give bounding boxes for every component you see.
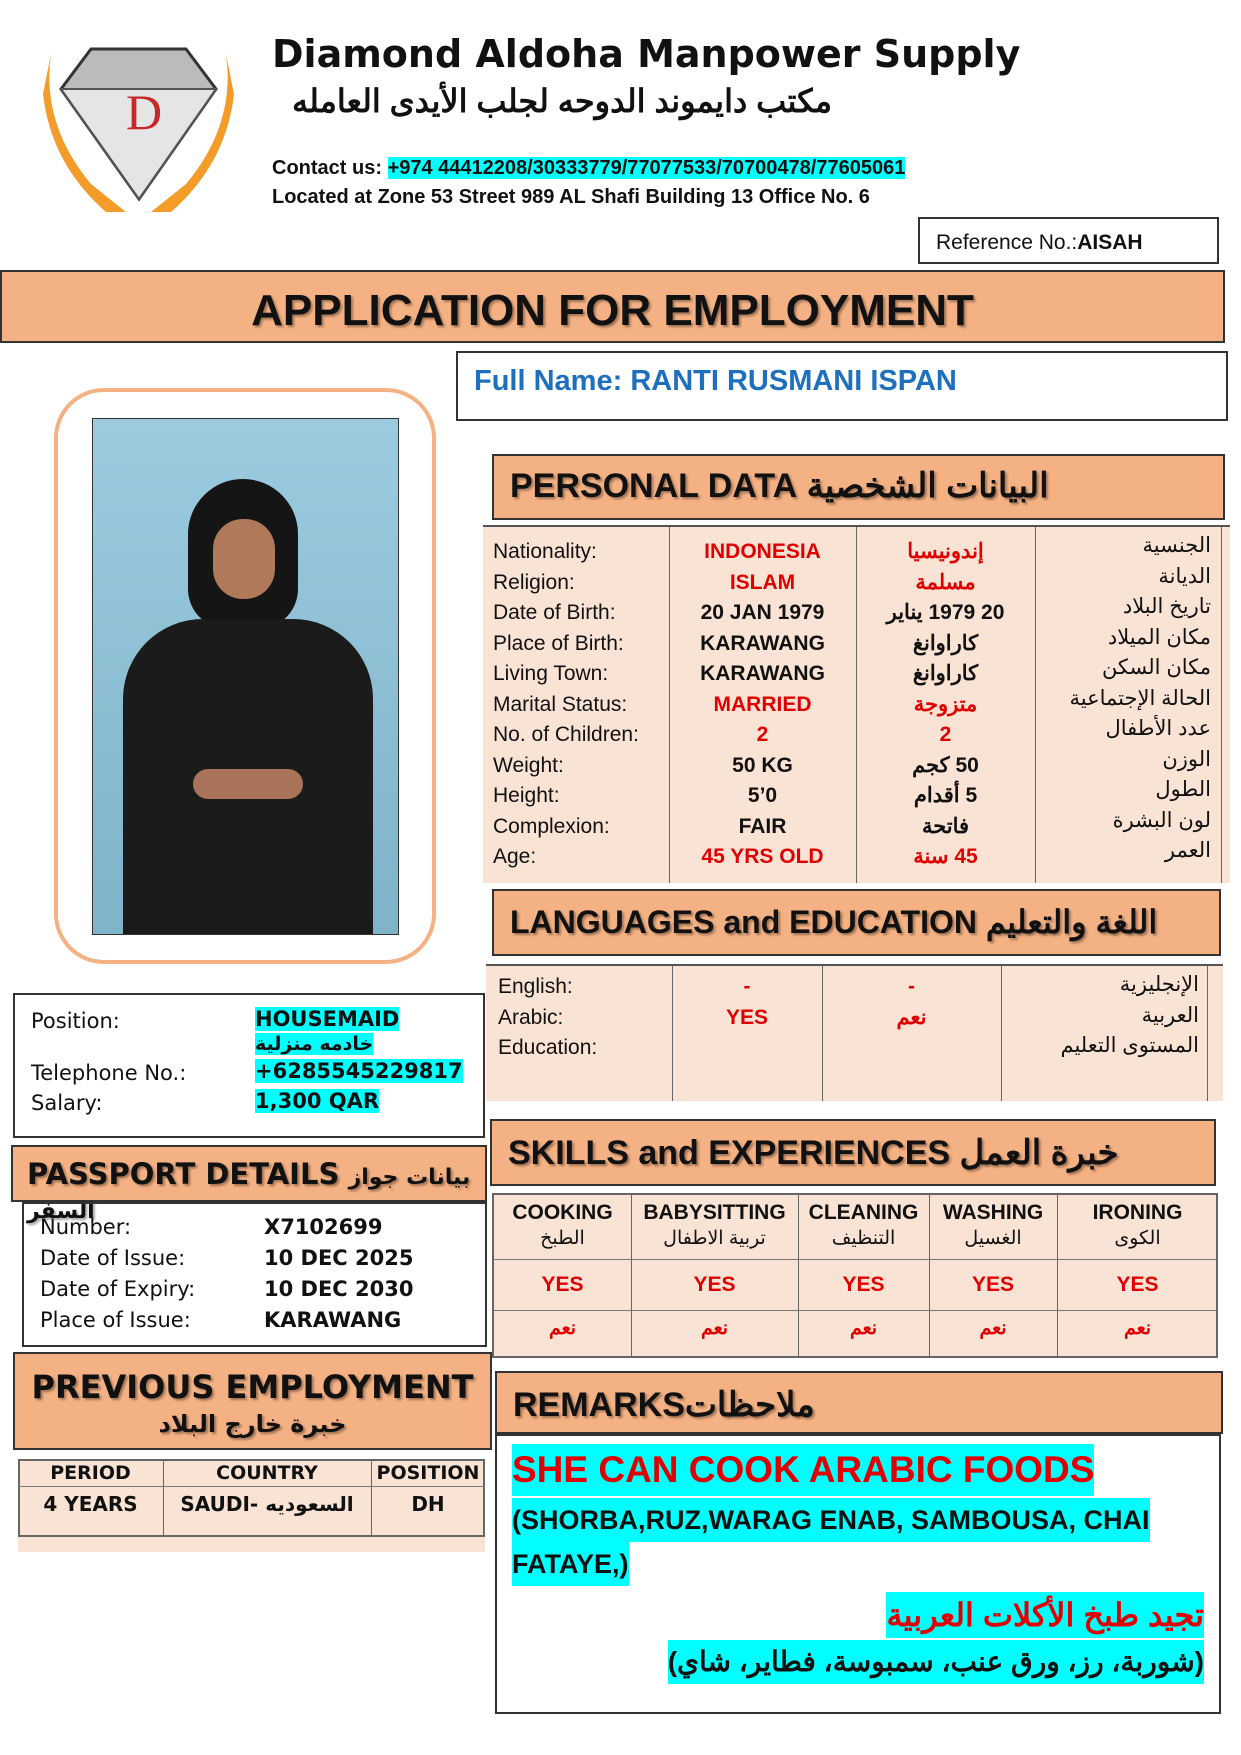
passport-value: X7102699 [264, 1215, 383, 1239]
field-label: Religion: [493, 570, 575, 594]
remarks-title-ar: ملاحظات [684, 1386, 815, 1424]
language-label: English: [498, 975, 573, 998]
field-label: No. of Children: [493, 723, 639, 746]
field-label-ar: تاريخ البلاد [1122, 595, 1211, 618]
personal-title-ar: البيانات الشخصية [806, 467, 1049, 505]
job-details-box [13, 993, 485, 1138]
full-name-label: Full Name: [474, 365, 623, 397]
field-value: 50 KG [732, 753, 793, 777]
language-value: YES [725, 1005, 769, 1029]
personal-data-header [492, 454, 1225, 520]
full-name-value: RANTI RUSMANI ISPAN [630, 365, 957, 397]
language-label: Arabic: [498, 1005, 564, 1029]
field-value-ar: 45 سنة [913, 845, 978, 868]
salary-value: 1,300 QAR [255, 1089, 380, 1113]
skills-title-ar: خبرة العمل [959, 1134, 1119, 1172]
field-label: Age: [493, 845, 537, 868]
position-value-ar: خادمه منزلية [255, 1033, 374, 1055]
svg-text:D: D [126, 84, 163, 140]
remarks-header [495, 1371, 1223, 1434]
company-name-en: Diamond Aldoha Manpower Supply [272, 32, 1021, 76]
field-value-ar: 20 1979 يناير [886, 601, 1005, 624]
skill-yes-ar: نعم [979, 1318, 1007, 1339]
field-label-ar: الجنسية [1142, 534, 1211, 557]
page-title: APPLICATION FOR EMPLOYMENT [251, 286, 974, 335]
skills-title-en: SKILLS and EXPERIENCES [508, 1134, 951, 1172]
passport-header [11, 1145, 487, 1224]
address: Located at Zone 53 Street 989 AL Shafi Building 13 Office No. 6 [272, 186, 870, 208]
field-value-ar: كاراوانغ [912, 662, 979, 685]
field-value: 5’0 [747, 784, 778, 807]
field-label-ar: مكان السكن [1101, 656, 1211, 679]
field-label: Living Town: [493, 662, 609, 685]
field-label-ar: الحالة الإجتماعية [1069, 686, 1211, 710]
skills-table [492, 1193, 1218, 1358]
previous-title-en: PREVIOUS EMPLOYMENT [31, 1368, 474, 1406]
remarks-line-2: (SHORBA,RUZ,WARAG ENAB, SAMBOUSA, CHAI [512, 1498, 1150, 1542]
field-value: INDONESIA [704, 540, 821, 563]
language-value-ar: نعم [896, 1005, 927, 1029]
skill-ar: الكوى [1114, 1228, 1161, 1249]
company-name-ar: مكتب دايموند الدوحه لجلب الأيدى العامله [292, 83, 832, 119]
field-value: FAIR [738, 814, 787, 838]
skill-en: CLEANING [808, 1201, 919, 1224]
remarks-line-4: تجيد طبخ الأكلات العربية [886, 1592, 1204, 1638]
field-label: Height: [493, 784, 560, 807]
field-label-ar: العمر [1164, 839, 1211, 862]
phone-value: +6285545229817 [255, 1059, 463, 1083]
reference-label: Reference No.: [936, 231, 1078, 254]
applicant-photo [92, 418, 399, 935]
languages-header [492, 889, 1221, 956]
skill-yes-ar: نعم [548, 1318, 577, 1339]
languages-title-en: LANGUAGES and EDUCATION [510, 904, 977, 940]
field-value-ar: إندونيسيا [907, 540, 984, 563]
skill-ar: تربية الاطفال [663, 1228, 766, 1249]
skill-yes: YES [693, 1273, 736, 1296]
passport-title-ar: بيانات جواز السفر [27, 1165, 471, 1224]
skill-ar: التنظيف [831, 1228, 896, 1249]
skill-ar: الطبخ [540, 1228, 585, 1249]
reference-value: AISAH [1077, 231, 1143, 254]
skill-en: IRONING [1092, 1201, 1183, 1224]
field-label: Place of Birth: [493, 631, 624, 655]
field-value-ar: 50 كجم [912, 753, 979, 777]
column-header: PERIOD [50, 1462, 131, 1484]
field-label: Nationality: [493, 540, 597, 563]
field-label: Marital Status: [493, 692, 628, 716]
position-value: HOUSEMAID [255, 1007, 400, 1031]
previous-title-ar: خبرة خارج البلاد [158, 1410, 347, 1438]
passport-label: Date of Issue: [40, 1246, 186, 1270]
field-label-ar: الوزن [1162, 747, 1211, 771]
skill-yes: YES [971, 1273, 1015, 1296]
field-label: Weight: [493, 753, 564, 777]
skill-yes-ar: نعم [700, 1318, 729, 1339]
table-cell: SAUDI- السعوديه [180, 1492, 354, 1516]
field-value-ar: مسلمة [915, 570, 976, 594]
field-value: KARAWANG [700, 662, 825, 685]
company-logo [31, 34, 246, 212]
language-label-ar: الإنجليزية [1119, 973, 1199, 996]
skill-en: BABYSITTING [643, 1201, 786, 1224]
full-name-box [456, 351, 1228, 421]
field-label-ar: مكان الميلاد [1107, 625, 1211, 649]
field-value: 45 YRS OLD [701, 845, 824, 868]
languages-title-ar: اللغة والتعليم [985, 904, 1158, 940]
skills-header [490, 1119, 1216, 1186]
personal-title-en: PERSONAL DATA [510, 467, 798, 505]
passport-label: Number: [40, 1215, 132, 1239]
position-label: Position: [31, 1009, 120, 1033]
contact-line [272, 157, 905, 180]
field-label-ar: الديانة [1158, 564, 1211, 588]
field-value-ar: فاتحة [921, 814, 970, 838]
remarks-box [495, 1434, 1221, 1714]
previous-employment-header [13, 1352, 492, 1450]
skill-yes-ar: نعم [849, 1318, 878, 1339]
title-banner [0, 270, 1225, 343]
field-value: 2 [756, 723, 769, 746]
passport-value: 10 DEC 2030 [264, 1277, 414, 1301]
skill-yes: YES [1116, 1273, 1159, 1296]
language-label-ar: العربية [1141, 1003, 1199, 1027]
field-label-ar: لون البشرة [1112, 808, 1211, 832]
remarks-line-1: SHE CAN COOK ARABIC FOODS [512, 1444, 1094, 1496]
passport-label: Date of Expiry: [40, 1277, 196, 1301]
field-value-ar: 5 أقدام [913, 784, 978, 807]
skill-yes: YES [842, 1273, 885, 1296]
reference-box [918, 217, 1219, 264]
contact-label: Contact us: [272, 157, 382, 179]
language-value [672, 1033, 822, 1064]
languages-table [486, 964, 1223, 1101]
personal-data-table [483, 525, 1230, 883]
skill-ar: الغسيل [964, 1228, 1022, 1249]
skill-yes: YES [541, 1273, 584, 1296]
language-label-ar: المستوى التعليم [1060, 1034, 1199, 1057]
previous-employment-table [18, 1459, 485, 1552]
field-value: 20 JAN 1979 [700, 601, 825, 624]
passport-value: 10 DEC 2025 [264, 1246, 414, 1270]
passport-title-en: PASSPORT DETAILS [27, 1157, 340, 1191]
language-value: - [743, 975, 751, 998]
remarks-line-5: (شوربة، رز، ورق عنب، سمبوسة، فطاير، شاي) [668, 1640, 1204, 1684]
column-header: COUNTRY [216, 1462, 318, 1484]
field-label: Complexion: [493, 814, 610, 838]
contact-numbers: +974 44412208/30333779/77077533/70700478/77605061 [387, 157, 906, 179]
field-value-ar: 2 [939, 723, 952, 746]
skill-en: WASHING [942, 1201, 1044, 1224]
field-value: ISLAM [729, 570, 796, 594]
language-label: Education: [498, 1036, 598, 1059]
column-header: POSITION [376, 1462, 480, 1484]
passport-box [22, 1202, 487, 1347]
table-cell: DH [411, 1492, 445, 1516]
passport-value: KARAWANG [264, 1308, 402, 1332]
phone-label: Telephone No.: [31, 1061, 187, 1085]
field-label-ar: الطول [1155, 778, 1211, 801]
field-label: Date of Birth: [493, 601, 616, 624]
skill-yes-ar: نعم [1123, 1318, 1152, 1339]
field-label-ar: عدد الأطفال [1105, 717, 1211, 740]
language-value-ar [822, 1033, 1001, 1064]
remarks-line-3: FATAYE,) [512, 1542, 629, 1586]
field-value-ar: متزوجة [913, 692, 978, 716]
skill-en: COOKING [512, 1201, 613, 1224]
field-value: KARAWANG [700, 631, 825, 655]
table-cell: 4 YEARS [43, 1492, 138, 1516]
remarks-title-en: REMARKS [513, 1386, 685, 1424]
field-value: MARRIED [713, 692, 812, 716]
language-value-ar: - [908, 975, 915, 998]
field-value-ar: كاراوانغ [912, 631, 979, 655]
salary-label: Salary: [31, 1091, 103, 1115]
passport-label: Place of Issue: [40, 1308, 191, 1332]
